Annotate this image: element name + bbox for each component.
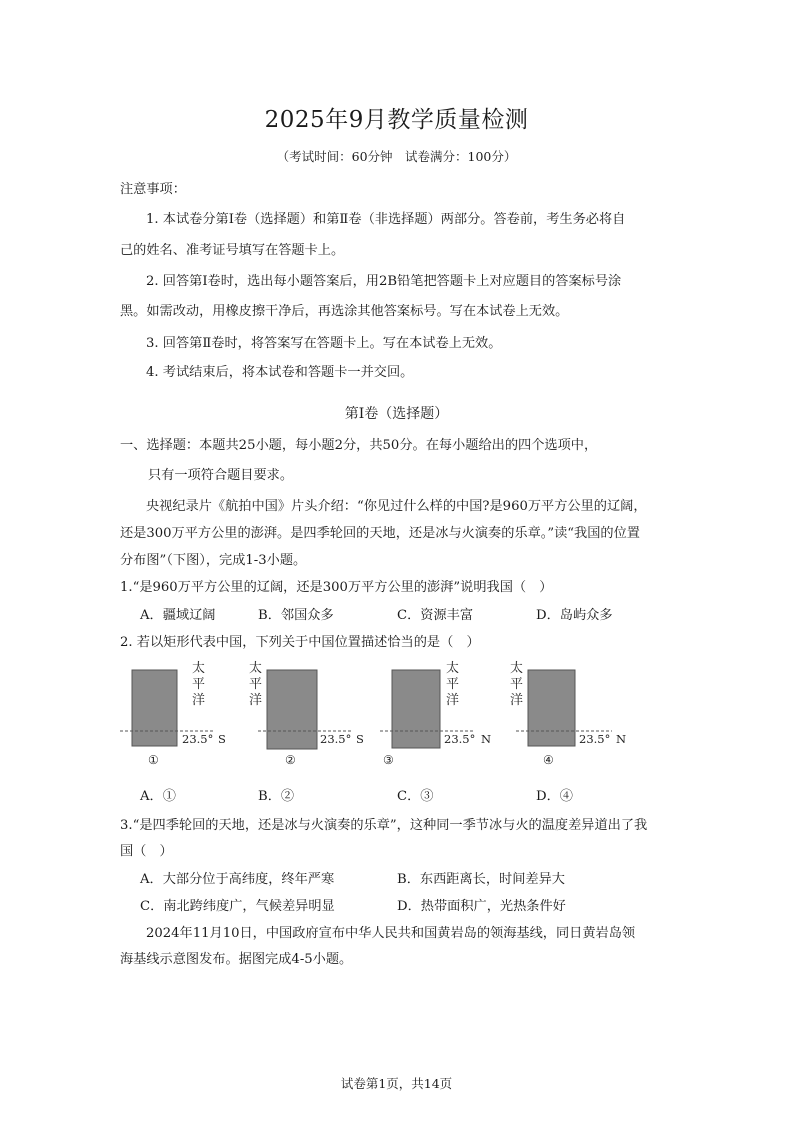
ocean-label: 太 <box>249 661 263 676</box>
q2-option-c: C．③ <box>397 789 434 804</box>
notes-line: 2. 回答第Ⅰ卷时，选出每小题答案后，用2B铅笔把答题卡上对应题目的答案标号涂 <box>146 274 622 289</box>
question-3-stem: 3.“是四季轮回的天地，还是冰与火演奏的乐章”，这种同一季节冰与火的温度差异道出了我 <box>120 818 648 833</box>
hemisphere-label: N <box>481 732 492 746</box>
ocean-label: 洋 <box>446 693 460 708</box>
hemisphere-label: N <box>616 732 627 746</box>
figure-panel-3 <box>380 660 491 767</box>
question-1-stem: 1.“是960万平方公里的辽阔，还是300万平方公里的澎湃”说明我国（ ） <box>120 580 553 595</box>
passage-line: 央视纪录片《航拍中国》片头介绍：“你见过什么样的中国?是960万平方公里的辽阔， <box>146 499 647 514</box>
part1-intro: 一、选择题：本题共25小题，每小题2分，共50分。在每小题给出的四个选项中， <box>120 438 598 453</box>
ocean-label: 太 <box>510 661 524 676</box>
section-title: 第Ⅰ卷（选择题） <box>344 406 449 422</box>
page-footer: 试卷第1页，共14页 <box>340 1076 453 1091</box>
figure-panel-1 <box>120 660 226 767</box>
latitude-label: 23.5° <box>579 732 611 746</box>
hemisphere-label: S <box>218 732 226 746</box>
notes-line: 4. 考试结束后，将本试卷和答题卡一并交回。 <box>146 365 414 380</box>
q1-option-a: A．疆域辽阔 <box>140 608 216 623</box>
hemisphere-label: S <box>356 732 364 746</box>
q1-option-c: C．资源丰富 <box>397 608 474 623</box>
latitude-label: 23.5° <box>320 732 352 746</box>
panel-number: ① <box>148 753 159 767</box>
q3-option-c: C．南北跨纬度广，气候差异明显 <box>140 899 335 914</box>
exam-title: 2025年9月教学质量检测 <box>264 107 529 133</box>
part1-intro: 只有一项符合题目要求。 <box>148 468 294 483</box>
figure-panel-2 <box>249 660 364 767</box>
notes-line: 1. 本试卷分第Ⅰ卷（选择题）和第Ⅱ卷（非选择题）两部分。答卷前，考生务必将自 <box>146 212 626 227</box>
ocean-label: 太 <box>446 661 460 676</box>
notes-line: 3. 回答第Ⅱ卷时，将答案写在答题卡上。写在本试卷上无效。 <box>146 336 502 351</box>
china-rectangle <box>267 670 317 749</box>
ocean-label: 平 <box>192 677 206 692</box>
panel-number: ④ <box>543 753 554 767</box>
q1-option-b: B．邻国众多 <box>258 608 334 623</box>
q2-option-a: A．① <box>140 789 176 804</box>
passage-line: 分布图”（下图），完成1-3小题。 <box>120 553 307 568</box>
passage-line: 2024年11月10日，中国政府宣布中华人民共和国黄岩岛的领海基线，同日黄岩岛领 <box>146 926 636 941</box>
notes-line: 己的姓名、准考证号填写在答题卡上。 <box>120 243 345 258</box>
ocean-label: 太 <box>192 661 206 676</box>
china-rectangle <box>132 670 177 746</box>
q3-option-d: D．热带面积广，光热条件好 <box>397 899 566 914</box>
ocean-label: 洋 <box>192 693 206 708</box>
panel-number: ② <box>285 753 296 767</box>
ocean-label: 平 <box>446 677 460 692</box>
china-position-figure <box>118 656 638 768</box>
question-3-stem: 国（ ） <box>120 844 173 859</box>
latitude-label: 23.5° <box>182 732 214 746</box>
china-rectangle <box>392 670 440 748</box>
passage-line: 还是300万平方公里的澎湃。是四季轮回的天地，还是冰与火演奏的乐章。”读“我国的位置 <box>120 526 640 541</box>
q3-option-b: B．东西距离长，时间差异大 <box>397 872 565 887</box>
ocean-label: 洋 <box>510 693 524 708</box>
q2-option-d: D．④ <box>536 789 573 804</box>
latitude-label: 23.5° <box>444 732 476 746</box>
china-rectangle <box>528 670 575 746</box>
notes-line: 黑。如需改动，用橡皮擦干净后，再选涂其他答案标号。写在本试卷上无效。 <box>120 304 569 319</box>
exam-subtitle: （考试时间：60分钟 试卷满分：100分） <box>276 149 517 164</box>
ocean-label: 平 <box>510 677 524 692</box>
panel-number: ③ <box>383 753 394 767</box>
ocean-label: 平 <box>249 677 263 692</box>
q2-option-b: B．② <box>258 789 295 804</box>
ocean-label: 洋 <box>249 693 263 708</box>
figure-panel-4 <box>510 660 626 767</box>
q1-option-d: D．岛屿众多 <box>536 608 613 623</box>
q3-option-a: A．大部分位于高纬度，终年严寒 <box>140 872 335 887</box>
notes-heading: 注意事项： <box>120 182 186 197</box>
question-2-stem: 2. 若以矩形代表中国，下列关于中国位置描述恰当的是（ ） <box>120 635 480 650</box>
passage-line: 海基线示意图发布。据图完成4-5小题。 <box>120 952 353 967</box>
